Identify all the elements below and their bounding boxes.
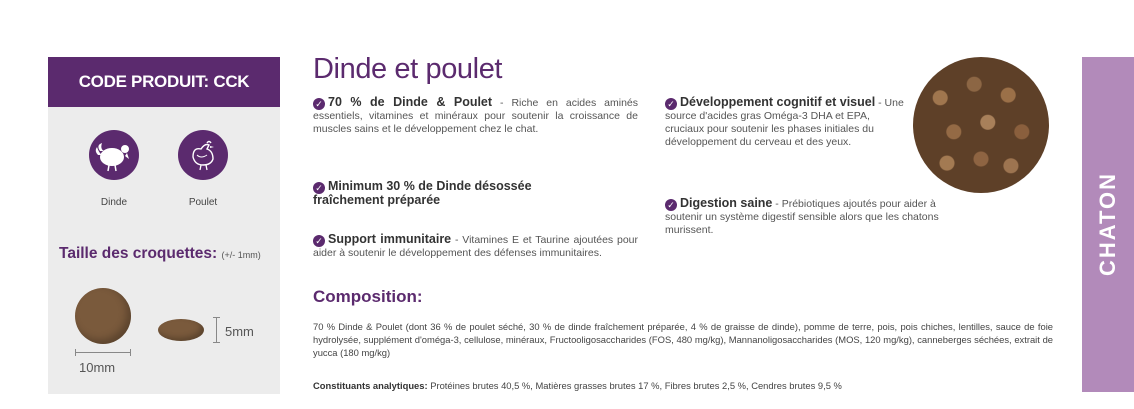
analytical-constituents [313, 380, 1053, 391]
kibble-round-view [75, 288, 131, 344]
benefit-text: - Vitamines E et Taurine ajoutées pour aider à soutenir le développement des défenses immunitaires. [313, 234, 638, 259]
life-stage-label: CHATON [1095, 171, 1120, 277]
benefit-digestion [665, 197, 955, 237]
chicken-icon [178, 130, 228, 180]
benefit-text: - Riche en acides aminés essentiels, vitamines et minéraux pour soutenir la croissance de muscles sains et le développement chez le chat. [313, 97, 639, 135]
check-circle-icon: ✓ [665, 98, 677, 110]
kibble-photo [913, 57, 1049, 193]
check-circle-icon: ✓ [313, 235, 325, 247]
product-title: Dinde et poulet [313, 53, 503, 85]
composition-title: Composition: [313, 287, 423, 306]
turkey-icon [89, 130, 139, 180]
benefit-head: Support immunitaire [328, 232, 452, 246]
kibble-side-view [158, 319, 204, 341]
analytic-text: Protéines brutes 40,5 %, Matières grasses brutes 17 %, Fibres brutes 2,5 %, Cendres brutes 9,5 % [427, 380, 842, 391]
benefit-turkey-minimum [313, 180, 593, 208]
benefit-immune [313, 233, 638, 260]
product-info-panel [48, 57, 280, 394]
thickness-value: 5mm [225, 324, 254, 339]
diameter-dimension-line [75, 352, 131, 353]
chicken-label: Poulet [188, 197, 218, 208]
turkey-label: Dinde [100, 197, 128, 208]
benefit-text: - Une source d'acides gras Oméga-3 DHA et EPA, cruciaux pour soutenir les phases initiales du développement du cerveau et des yeux. [665, 97, 904, 148]
composition-text: 70 % Dinde & Poulet (dont 36 % de poulet séché, 30 % de dinde fraîchement préparée, 4 % de graisse de dinde), pomme de terre, pois, pois chiches, lentilles, sauce de foie hydrolysée, supplément d'oméga-3, cellulose, minéraux, Fructooligosaccharides (FOS, 480 mg/kg), Mannanoligosaccharides (MOS, 120 mg/kg), canneberges séchées, extrait de yucca (180 mg/kg) [313, 321, 1053, 358]
benefit-head: Digestion saine [680, 196, 773, 210]
check-circle-icon: ✓ [665, 199, 677, 211]
kibble-tolerance: (+/- 1mm) [221, 250, 261, 260]
kibble-size-label: Taille des croquettes: [59, 245, 218, 262]
thickness-dimension-line [216, 317, 217, 343]
check-circle-icon: ✓ [313, 98, 325, 110]
product-code: CODE PRODUIT: CCK [48, 57, 280, 107]
benefit-head: 70 % de Dinde & Poulet [328, 95, 493, 109]
diameter-value: 10mm [79, 360, 116, 375]
check-circle-icon: ✓ [313, 182, 325, 194]
analytic-label: Constituants analytiques: [313, 380, 428, 391]
benefit-cognitive [665, 96, 905, 148]
benefit-head: Minimum 30 % de Dinde désossée fraîchement préparée [313, 179, 532, 207]
benefit-head: Développement cognitif et visuel [680, 95, 876, 109]
benefit-text: - Prébiotiques ajoutés pour aider à soutenir un système digestif sensible alors que les chatons murissent. [665, 198, 939, 236]
kibble-size-title [59, 245, 261, 263]
benefit-protein [313, 96, 638, 136]
